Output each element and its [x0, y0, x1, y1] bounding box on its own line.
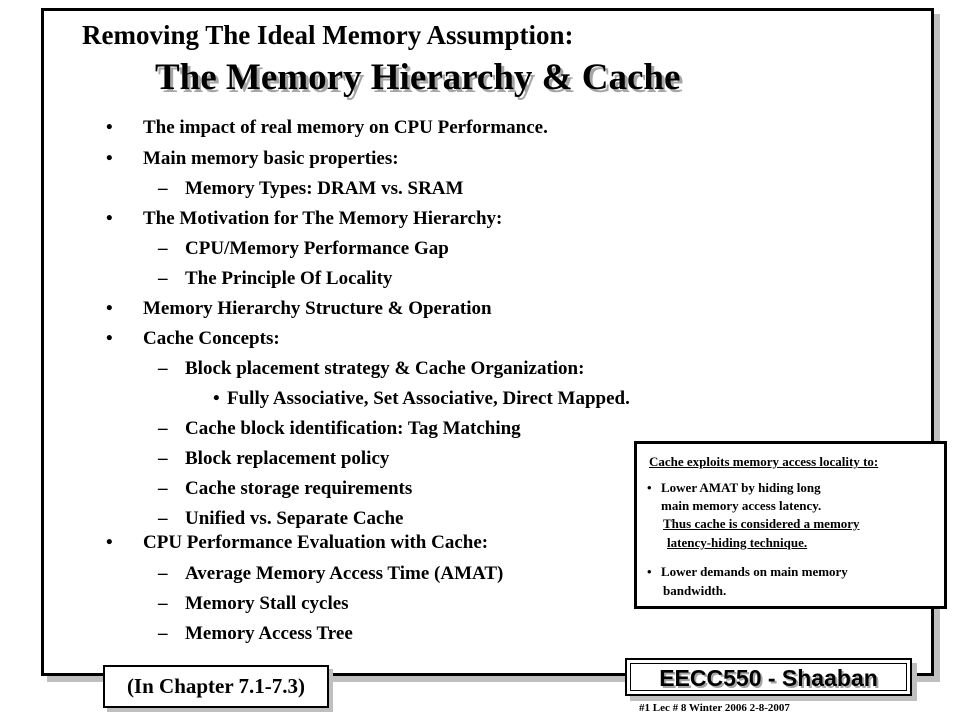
list-subitem: Memory Access Tree — [185, 623, 353, 644]
list-subitem: Block replacement policy — [185, 448, 390, 469]
list-subitem: Average Memory Access Time (AMAT) — [185, 563, 504, 584]
list-subitem: Cache block identification: Tag Matching — [185, 418, 521, 439]
callout-box — [634, 441, 947, 609]
bullet-marker: • — [106, 532, 113, 553]
dash-marker: – — [158, 418, 168, 439]
bullet-marker: • — [106, 208, 113, 229]
dash-marker: – — [158, 563, 168, 584]
callout-bullet-marker: • — [647, 480, 652, 495]
list-subitem: Block placement strategy & Cache Organization: — [185, 358, 585, 379]
bullet-marker: • — [106, 328, 113, 349]
dash-marker: – — [158, 178, 168, 199]
list-item: CPU Performance Evaluation with Cache: — [143, 532, 489, 553]
callout-text: Lower demands on main memory — [661, 564, 848, 579]
list-item: The impact of real memory on CPU Performance. — [143, 117, 548, 138]
bullet-marker: • — [106, 117, 113, 138]
dash-marker: – — [158, 358, 168, 379]
bullet-marker: • — [106, 148, 113, 169]
list-subitem: Cache storage requirements — [185, 478, 413, 499]
dash-marker: – — [158, 478, 168, 499]
callout-text: bandwidth. — [663, 583, 727, 598]
slide-subtitle: Removing The Ideal Memory Assumption: — [82, 20, 574, 50]
slide-footer: #1 Lec # 8 Winter 2006 2-8-2007 — [639, 702, 790, 714]
course-badge — [625, 658, 912, 696]
callout-text: Thus cache is considered a memory — [663, 516, 860, 531]
list-item: The Motivation for The Memory Hierarchy: — [143, 208, 503, 229]
list-item: Memory Hierarchy Structure & Operation — [143, 298, 492, 319]
bullet-marker: • — [106, 298, 113, 319]
callout-heading: Cache exploits memory access locality to: — [649, 454, 879, 469]
list-subitem: CPU/Memory Performance Gap — [185, 238, 449, 259]
dash-marker: – — [158, 593, 168, 614]
list-item: Cache Concepts: — [143, 328, 280, 349]
course-badge-label: EECC550 - Shaaban — [630, 663, 907, 691]
dash-marker: – — [158, 238, 168, 259]
callout-bullet-marker: • — [647, 564, 652, 579]
slide-title: The Memory Hierarchy & Cache — [155, 57, 681, 98]
dash-marker: – — [158, 508, 168, 529]
bullet-marker: • — [213, 388, 220, 409]
list-subitem: Memory Types: DRAM vs. SRAM — [185, 178, 464, 199]
dash-marker: – — [158, 448, 168, 469]
dash-marker: – — [158, 268, 168, 289]
dash-marker: – — [158, 623, 168, 644]
list-subitem: The Principle Of Locality — [185, 268, 393, 289]
callout-text: Lower AMAT by hiding long — [661, 480, 821, 495]
callout-text: latency-hiding technique. — [667, 535, 808, 550]
list-subitem: Memory Stall cycles — [185, 593, 349, 614]
list-item: Main memory basic properties: — [143, 148, 399, 169]
list-subitem: Unified vs. Separate Cache — [185, 508, 404, 529]
chapter-note: (In Chapter 7.1-7.3) — [103, 665, 329, 708]
list-subsubitem: Fully Associative, Set Associative, Direct Mapped. — [227, 388, 630, 409]
callout-text: main memory access latency. — [661, 498, 822, 513]
